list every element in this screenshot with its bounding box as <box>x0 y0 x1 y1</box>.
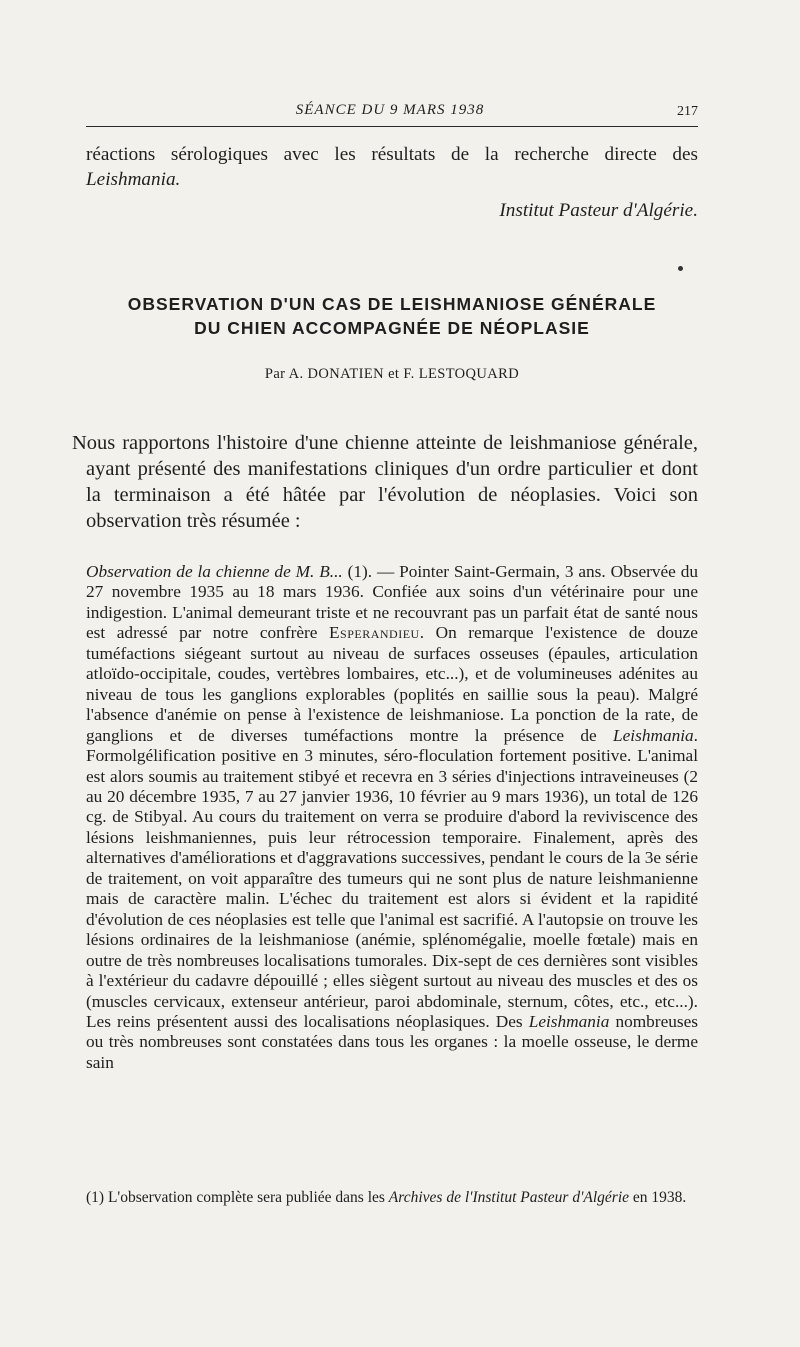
observation-heading: Observation de la chienne de M. B... <box>86 562 343 581</box>
intro-text: Nous rapportons l'histoire d'une chienne atteinte de leishmaniose générale, ayant présenté des manifestations cliniques d'un ordre particulier et dont la terminaison a été hâtée par l'évolution de néoplasies. Voici son observation très résumée : <box>72 432 698 532</box>
observation-text-2: . On remarque l'existence de douze tuméfactions siégeant surtout au niveau de surfaces osseuses (épaules, articulation atloïdo-occipitale, coudes, vertèbres lombaires, etc...), et de volumineuses adénites au niveau de tous les ganglions explorables (poplités en saillie sous la peau). Malgré l'absence d'anémie on pense à l'existence de leishmaniose. La ponction de la rate, de ganglions et de diverses tuméfactions montre la présence de <box>86 623 698 745</box>
footnote-journal: Archives de l'Institut Pasteur d'Algérie <box>388 1189 630 1206</box>
leishmania-term: Leishmania <box>613 725 694 745</box>
header-rule <box>86 126 698 127</box>
running-title: SÉANCE DU 9 MARS 1938 <box>295 102 485 118</box>
observation-text-3: . Formolgélification positive en 3 minutes, séro-floculation fortement positive. L'animal est alors soumis au traitement stibyé et recevra en 3 séries d'injections intraveineuses (2 au 20 décembre 1935, 7 au 27 janvier 1936, 10 février au 9 mars 1936), un total de 126 cg. de Stibyal. Au cours du traitement on verra se produire d'abord la reviviscence des lésions leishmaniennes, puis leur rétrocession temporaire. Finalement, après des alternatives d'améliorations et d'aggravations successives, pendant le cours de la 3e série de traitement, on voit apparaître des tumeurs qui ne sont plus de nature leishmanienne mais de caractère malin. L'échec du traitement est alors si évident et la rapidité d'évolution de ces néoplasies est telle que l'animal est sacrifié. A l'autopsie on trouve les lésions ordinaires de la leishmaniose (anémie, splénomégalie, moelle fœtale) mais en outre de très nombreuses localisations tumorales. Dix-sept de ces dernières sont visibles à l'extérieur du cadavre dépouillé ; elles siègent surtout au niveau des muscles et des os (muscles cervicaux, extenseur antérieur, paroi abdominale, sternum, côtes, etc., etc...). Les reins présentent aussi des localisations néoplasiques. Des <box>86 725 698 1031</box>
stray-mark <box>678 266 683 271</box>
page-number: 217 <box>677 104 698 119</box>
intro-paragraph <box>72 430 698 534</box>
authors-line <box>86 366 698 383</box>
footnote <box>86 1187 698 1208</box>
institution-signature: Institut Pasteur d'Algérie. <box>499 200 698 221</box>
footnote-text-2: en 1938. <box>629 1189 687 1206</box>
footnote-block <box>86 1187 698 1208</box>
leishmania-term: Leishmania. <box>86 168 181 190</box>
preceding-article-end <box>86 143 698 222</box>
confrere-name: Esperandieu <box>328 623 420 643</box>
intro-block <box>72 430 698 534</box>
footnote-text-1: (1) L'observation complète sera publiée dans les <box>86 1189 389 1206</box>
title-line-2: DU CHIEN ACCOMPAGNÉE DE NÉOPLASIE <box>194 318 590 338</box>
leishmania-term: Leishmania <box>528 1011 610 1031</box>
authors: Par A. DONATIEN et F. LESTOQUARD <box>264 366 520 382</box>
preceding-text: réactions sérologiques avec les résultats de la recherche directe des <box>86 144 698 165</box>
article-title <box>86 292 698 340</box>
title-line-1: OBSERVATION D'UN CAS DE LEISHMANIOSE GÉNÉRALE <box>127 294 657 314</box>
observation-block <box>86 562 698 1073</box>
observation-paragraph <box>86 562 698 1073</box>
preceding-paragraph <box>86 143 698 192</box>
observation-text-4: nombreuses ou très nombreuses sont constatées dans tous les organes : la moelle osseuse, le derme sain <box>86 1011 698 1072</box>
observation-text-1: (1). — Pointer Saint-Germain, 3 ans. Observée du 27 novembre 1935 au 18 mars 1936. Confiée aux soins d'un vétérinaire pour une indigestion. L'animal demeurant triste et ne recouvrant pas un parfait état de santé nous est adressé par notre confrère <box>86 562 699 643</box>
running-head <box>84 100 696 122</box>
